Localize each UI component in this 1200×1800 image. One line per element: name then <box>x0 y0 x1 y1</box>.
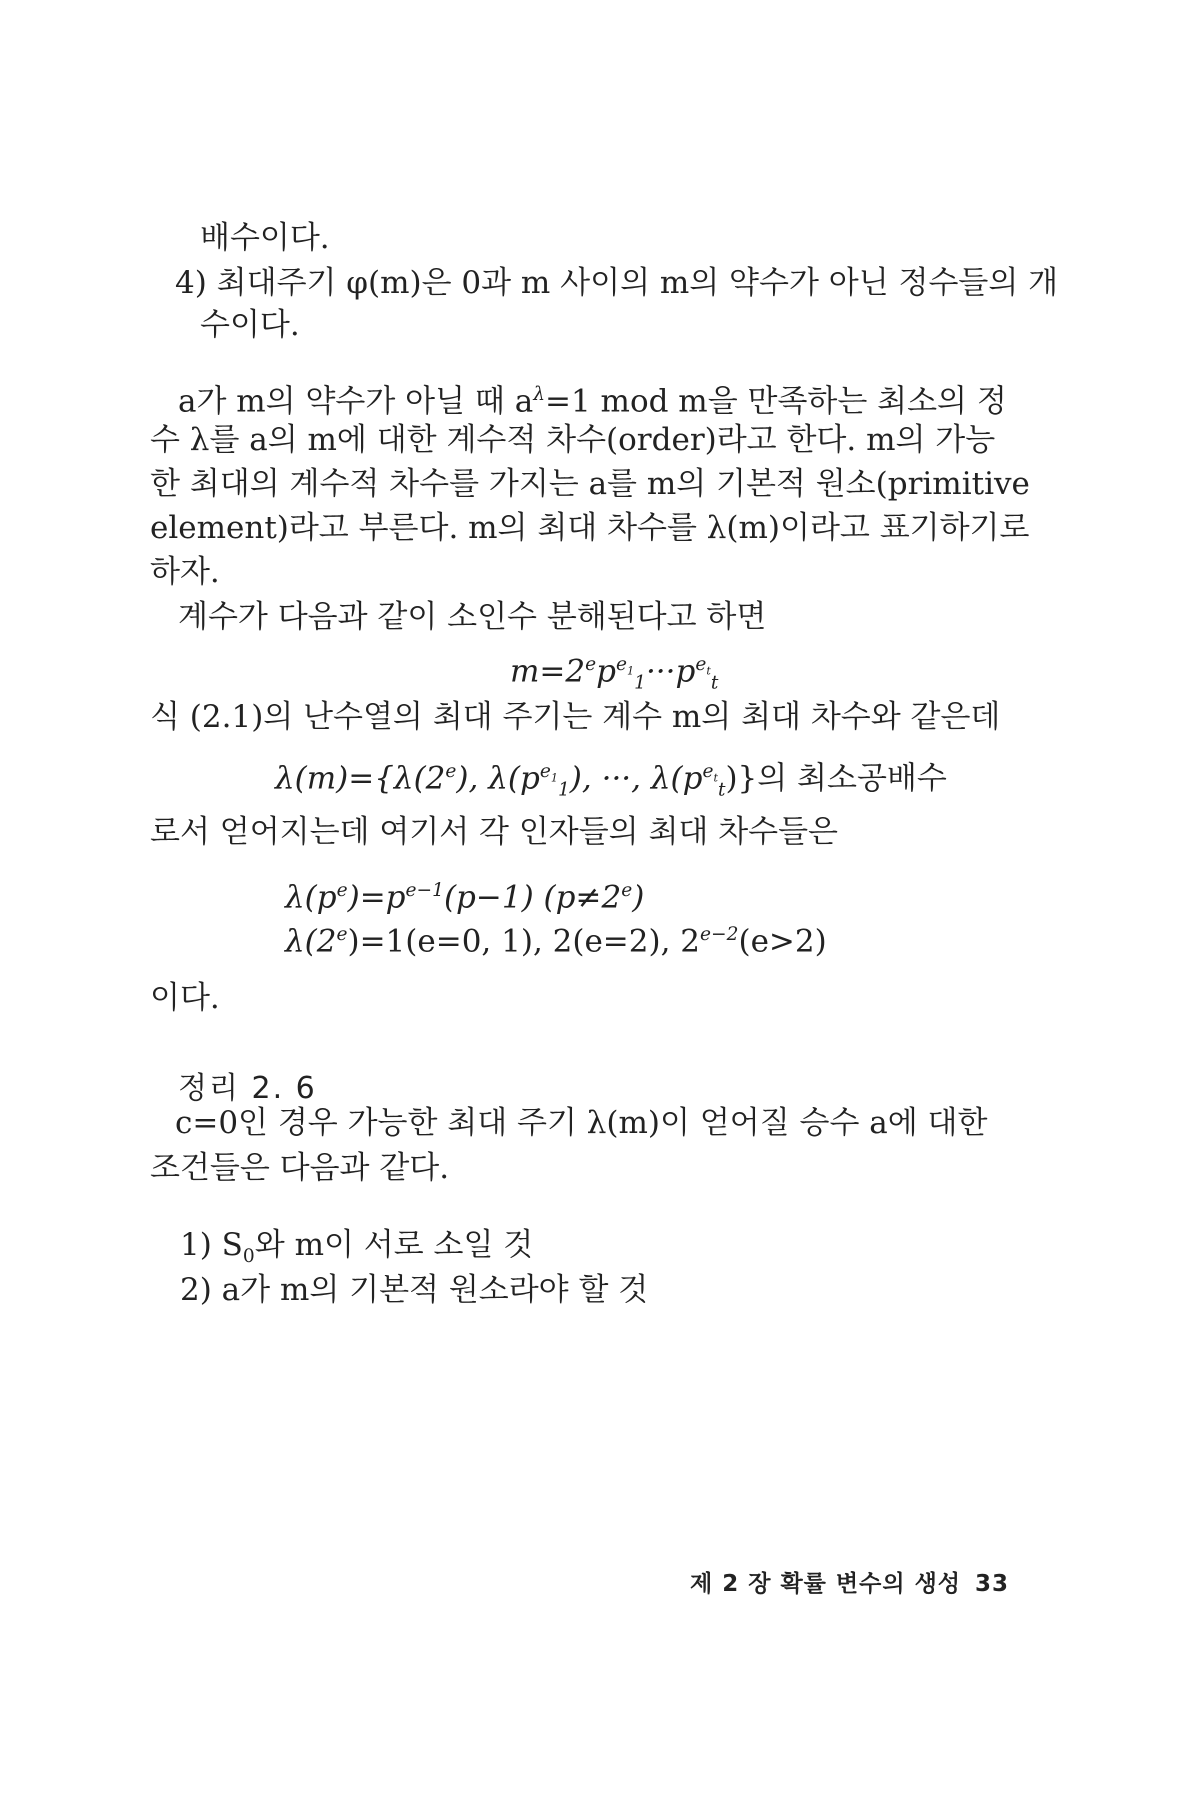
eq1-sub-t: t <box>710 672 719 694</box>
eq1-sub-1: 1 <box>634 672 646 694</box>
eq4-part-e: (e>2) <box>738 923 827 960</box>
paragraph-1-line-1 <box>178 375 1007 421</box>
paragraph-1-line-4: element)라고 부른다. m의 최대 차수를 λ(m)이라고 표기하기로 <box>150 510 1030 546</box>
eq1-pt: ···p <box>645 653 696 690</box>
eq2-exp-et-e: e <box>702 761 714 782</box>
equation-lambda-p <box>285 871 644 917</box>
eq1-exp-et-sub: t <box>706 664 711 678</box>
chapter-title: 제 2 장 확률 변수의 생성 <box>690 1571 962 1597</box>
paragraph-2: 계수가 다음과 같이 소인수 분해된다고 하면 <box>178 599 767 635</box>
paragraph-4: 로서 얻어지는데 여기서 각 인자들의 최대 차수들은 <box>150 814 838 850</box>
condition-2: 2) a가 m의 기본적 원소라야 할 것 <box>180 1272 649 1308</box>
list-item-4: 4) 최대주기 φ(m)은 0과 m 사이의 m의 약수가 아닌 정수들의 개 <box>175 265 1059 301</box>
eq4-part-c: )=1(e=0, 1), 2(e=2), 2 <box>347 923 701 960</box>
eq2-exp-et <box>702 761 718 785</box>
eq1-base: m=2 <box>510 653 586 690</box>
condition-1-c: 와 m이 서로 소일 것 <box>254 1227 534 1263</box>
eq3-part-e: (p−1) (p≠2 <box>443 879 622 916</box>
eq1-exp-et-e: e <box>695 654 707 675</box>
eq3-close: ) <box>632 879 645 916</box>
eq2-exp-e: e <box>445 761 457 782</box>
paragraph-1-line-3: 한 최대의 계수적 차수를 가지는 a를 m의 기본적 원소(primitive <box>150 466 1030 502</box>
eq2-exp-e1 <box>539 761 558 785</box>
page-footer <box>690 1565 1009 1598</box>
eq2-part-c: ), λ(p <box>456 760 540 797</box>
eq3-exp-e2: e <box>621 880 633 901</box>
condition-1-a: 1) S <box>180 1227 243 1263</box>
theorem-line-2: 조건들은 다음과 같다. <box>150 1150 450 1186</box>
eq4-exp-e-minus-2: e−2 <box>700 924 739 945</box>
paragraph-5: 이다. <box>150 980 220 1016</box>
eq2-part-f: ), ···, λ(p <box>569 760 703 797</box>
eq1-exp-e1 <box>615 654 635 678</box>
eq2-exp-et-sub: t <box>713 771 718 785</box>
theorem-title: 정리 2. 6 <box>178 1071 317 1106</box>
eq2-sub-1: 1 <box>557 779 570 801</box>
theorem-line-1: c=0인 경우 가능한 최대 주기 λ(m)이 얻어질 승수 a에 대한 <box>175 1105 988 1141</box>
eq1-exp-et <box>695 654 711 678</box>
eq3-exp-e: e <box>336 880 348 901</box>
lambda-superscript: λ <box>533 384 545 405</box>
condition-1-sub: 0 <box>242 1246 255 1268</box>
eq2-exp-e1-sub: 1 <box>550 771 558 785</box>
eq3-part-a: λ(p <box>285 879 337 916</box>
equation-lcm <box>275 752 947 811</box>
eq2-part-a: λ(m)={λ(2 <box>275 760 446 797</box>
equation-factorization <box>510 645 718 704</box>
p1a-pre: a가 m의 약수가 아닐 때 a <box>178 383 534 420</box>
eq1-exp-e1-e: e <box>615 654 627 675</box>
text-line-1: 배수이다. <box>200 220 330 256</box>
paragraph-1-line-5: 하자. <box>150 554 220 590</box>
eq2-sub-t: t <box>717 779 726 801</box>
paragraph-3: 식 (2.1)의 난수열의 최대 주기는 계수 m의 최대 차수와 같은데 <box>150 699 1001 735</box>
eq1-p1: p <box>596 653 616 690</box>
eq4-exp-e: e <box>336 924 348 945</box>
eq2-lcm-label: )}의 최소공배수 <box>725 760 947 797</box>
eq1-exp-e1-sub: 1 <box>626 664 635 678</box>
p1a-post: =1 mod m을 만족하는 최소의 정 <box>545 383 1007 420</box>
page-number: 33 <box>975 1571 1010 1597</box>
eq3-part-c: )=p <box>347 879 406 916</box>
equation-lambda-2 <box>285 915 827 961</box>
eq1-exp-e: e <box>585 654 597 675</box>
paragraph-1-line-2: 수 λ를 a의 m에 대한 계수적 차수(order)라고 한다. m의 가능 <box>150 422 996 458</box>
list-item-4-cont: 수이다. <box>200 307 300 343</box>
eq2-exp-e1-e: e <box>539 761 551 782</box>
eq4-part-a: λ(2 <box>285 923 337 960</box>
eq3-exp-e-minus-1: e−1 <box>405 880 444 901</box>
